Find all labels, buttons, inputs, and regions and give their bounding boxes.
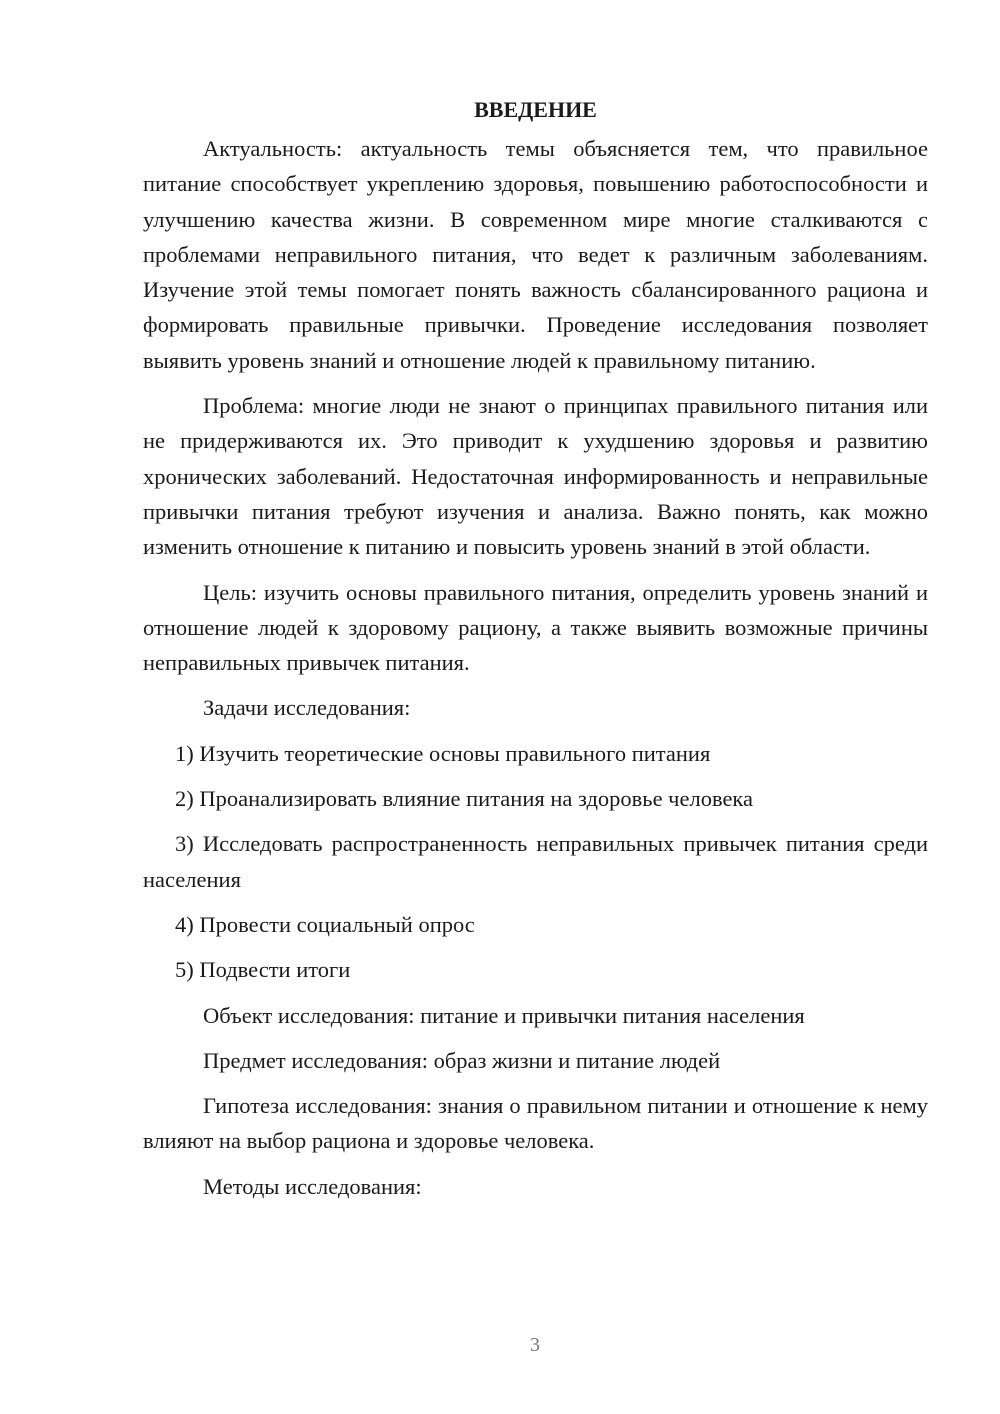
document-body — [143, 92, 928, 1204]
research-object: Объект исследования: питание и привычки питания населения — [203, 1002, 805, 1028]
task-item-4: 4) Провести социальный опрос — [175, 911, 475, 937]
methods-heading: Методы исследования: — [203, 1173, 422, 1199]
tasks-heading: Задачи исследования: — [203, 695, 411, 721]
task-item-3: 3) Исследовать распространенность неправильных привычек питания среди населения — [143, 831, 928, 892]
task-item-2: 2) Проанализировать влияние питания на здоровье человека — [175, 786, 754, 812]
research-hypothesis: Гипотеза исследования: знания о правильном питании и отношение к нему влияют на выбор рациона и здоровье человека. — [143, 1093, 928, 1154]
goal-paragraph: Цель: изучить основы правильного питания, определить уровень знаний и отношение людей к здоровому рациону, а также выявить возможные причины неправильных привычек питания. — [143, 579, 928, 676]
section-title: ВВЕДЕНИЕ — [474, 97, 597, 122]
task-item-1: 1) Изучить теоретические основы правильного питания — [175, 740, 711, 766]
research-subject: Предмет исследования: образ жизни и питание людей — [203, 1047, 721, 1073]
problem-paragraph: Проблема: многие люди не знают о принципах правильного питания или не придерживаются их. Это приводит к ухудшению здоровья и развитию хронических заболеваний. Недостаточная информированность и неправильные привычки питания требуют изучения и анализа. Важно понять, как можно изменить отношение к питанию и повысить уровень знаний в этой области. — [143, 393, 928, 560]
task-item-5: 5) Подвести итоги — [175, 957, 351, 983]
page-number: 3 — [530, 1334, 540, 1356]
relevance-paragraph: Актуальность: актуальность темы объясняется тем, что правильное питание способствует укреплению здоровья, повышению работоспособности и улучшению качества жизни. В современном мире многие сталкиваются с проблемами неправильного питания, что ведет к различным заболеваниям. Изучение этой темы помогает понять важность сбалансированного рациона и формировать правильные привычки. Проведение исследования позволяет выявить уровень знаний и отношение людей к правильному питанию. — [143, 136, 928, 373]
